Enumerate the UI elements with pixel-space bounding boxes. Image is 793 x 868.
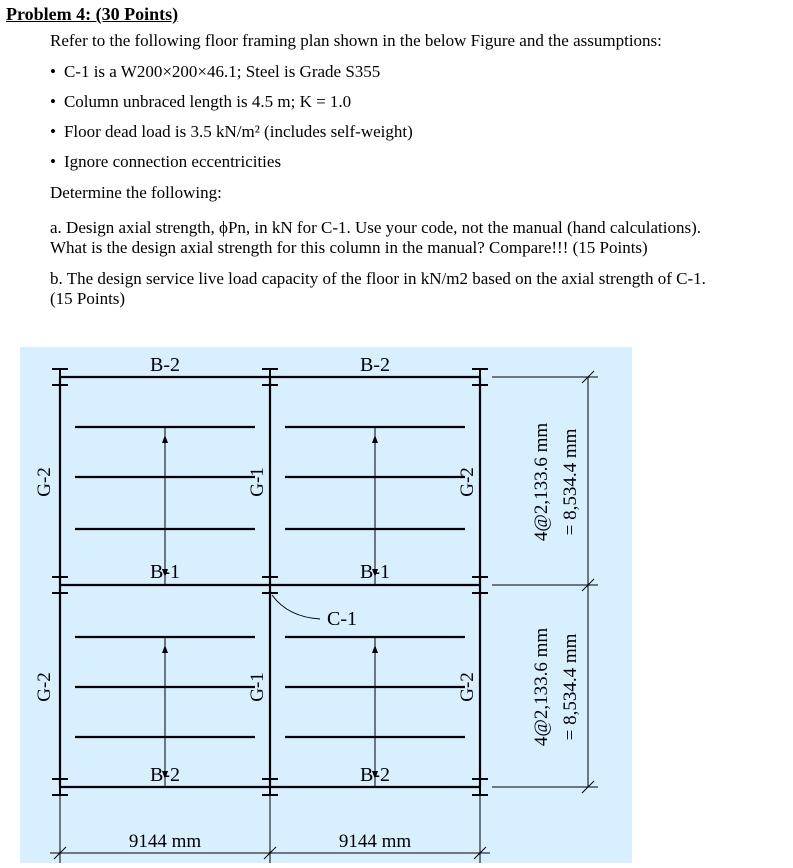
assumption-1: • C-1 is a W200×200×46.1; Steel is Grade S355	[50, 62, 381, 81]
part-b-line1: b. The design service live load capacity of the floor in kN/m2 based on the axial strength of C-1.	[50, 269, 706, 288]
label-b1-right: B-1	[360, 561, 390, 583]
dim-x-right: 9144 mm	[338, 831, 412, 852]
assumption-3: • Floor dead load is 3.5 kN/m² (includes self-weight)	[50, 122, 413, 141]
dim-y-total-bottom: = 8,534.4 mm	[560, 633, 581, 741]
part-b-line2: (15 Points)	[50, 289, 126, 308]
framing-plan-drawing	[20, 347, 632, 863]
problem-title: Problem 4: (30 Points)	[6, 4, 179, 24]
label-b2-bottom-right: B-2	[360, 764, 390, 786]
dim-y-total-top: = 8,534.4 mm	[560, 428, 581, 536]
label-c1: C-1	[327, 608, 357, 630]
label-g1-top: G-1	[247, 467, 268, 497]
label-b2-bottom-left: B-2	[150, 764, 180, 786]
label-g2-left-bottom: G-2	[34, 672, 55, 702]
assumption-2: • Column unbraced length is 4.5 m; K = 1.0	[50, 92, 352, 111]
label-g2-right-bottom: G-2	[457, 672, 478, 702]
intro-text: Refer to the following floor framing plan shown in the below Figure and the assumptions:	[50, 31, 662, 50]
dim-y-spacing-bottom: 4@2,133.6 mm	[531, 627, 552, 747]
dim-x-left: 9144 mm	[128, 831, 202, 852]
assumption-4: • Ignore connection eccentricities	[50, 152, 282, 171]
determine-heading: Determine the following:	[50, 183, 222, 202]
part-a-line2: What is the design axial strength for this column in the manual? Compare!!! (15 Points)	[50, 238, 648, 257]
label-b2-left: B-2	[150, 354, 180, 376]
label-b2-right: B-2	[360, 354, 390, 376]
dim-y-spacing-top: 4@2,133.6 mm	[531, 422, 552, 542]
part-a-line1: a. Design axial strength, ϕPn, in kN for C-1. Use your code, not the manual (hand calculations).	[50, 218, 702, 237]
floor-framing-plan	[20, 347, 632, 863]
label-g2-left-top: G-2	[34, 467, 55, 497]
label-g2-right-top: G-2	[457, 467, 478, 497]
label-b1-left: B-1	[150, 561, 180, 583]
label-g1-bottom: G-1	[247, 672, 268, 702]
